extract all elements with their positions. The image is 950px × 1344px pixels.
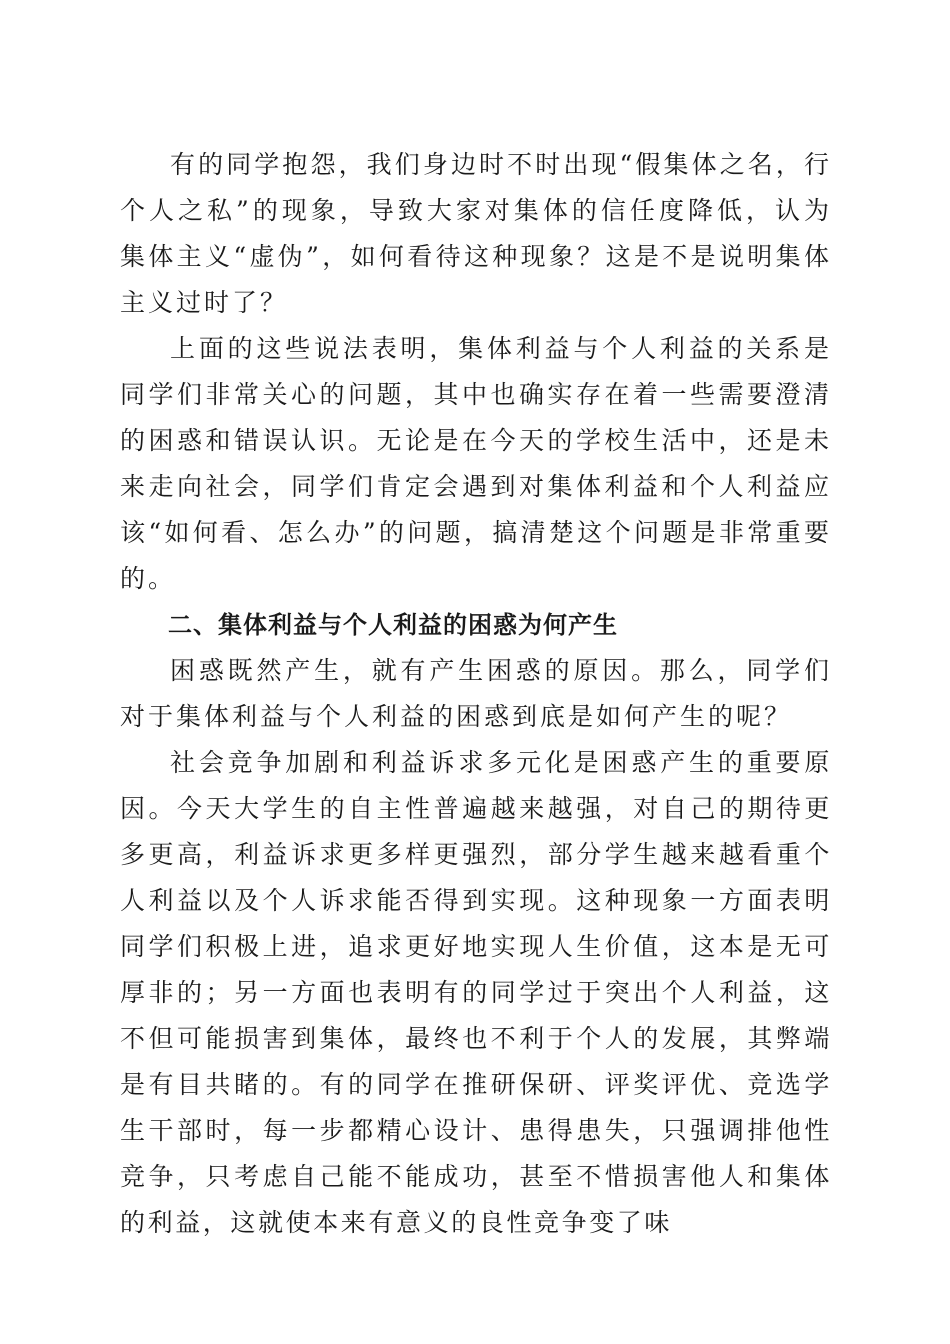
paragraph-3: 困惑既然产生，就有产生困惑的原因。那么，同学们对于集体利益与个人利益的困惑到底是如何产生的呢？ — [120, 656, 832, 731]
document-body — [120, 142, 832, 1246]
paragraph-4: 社会竞争加剧和利益诉求多元化是困惑产生的重要原因。今天大学生的自主性普遍越来越强，对自己的期待更多更高，利益诉求更多样更强烈，部分学生越来越看重个人利益以及个人诉求能否得到实现。这种现象一方面表明同学们积极上进，追求更好地实现人生价值，这本是无可厚非的；另一方面也表明有的同学过于突出个人利益，这不但可能损害到集体，最终也不利于个人的发展，其弊端是有目共睹的。有的同学在推研保研、评奖评优、竞选学生干部时，每一步都精心设计、患得患失，只强调排他性竞争，只考虑自己能不能成功，甚至不惜损害他人和集体的利益，这就使本来有意义的良性竞争变了味 — [120, 748, 832, 1237]
section-heading: 二、集体利益与个人利益的困惑为何产生 — [168, 611, 618, 639]
paragraph-1: 有的同学抱怨，我们身边时不时出现“假集体之名，行个人之私”的现象，导致大家对集体的信任度降低，认为集体主义“虚伪”，如何看待这种现象？这是不是说明集体主义过时了？ — [120, 150, 832, 317]
paragraph-2: 上面的这些说法表明，集体利益与个人利益的关系是同学们非常关心的问题，其中也确实存在着一些需要澄清的困惑和错误认识。无论是在今天的学校生活中，还是未来走向社会，同学们肯定会遇到对集体利益和个人利益应该“如何看、怎么办”的问题，搞清楚这个问题是非常重要的。 — [120, 334, 832, 593]
